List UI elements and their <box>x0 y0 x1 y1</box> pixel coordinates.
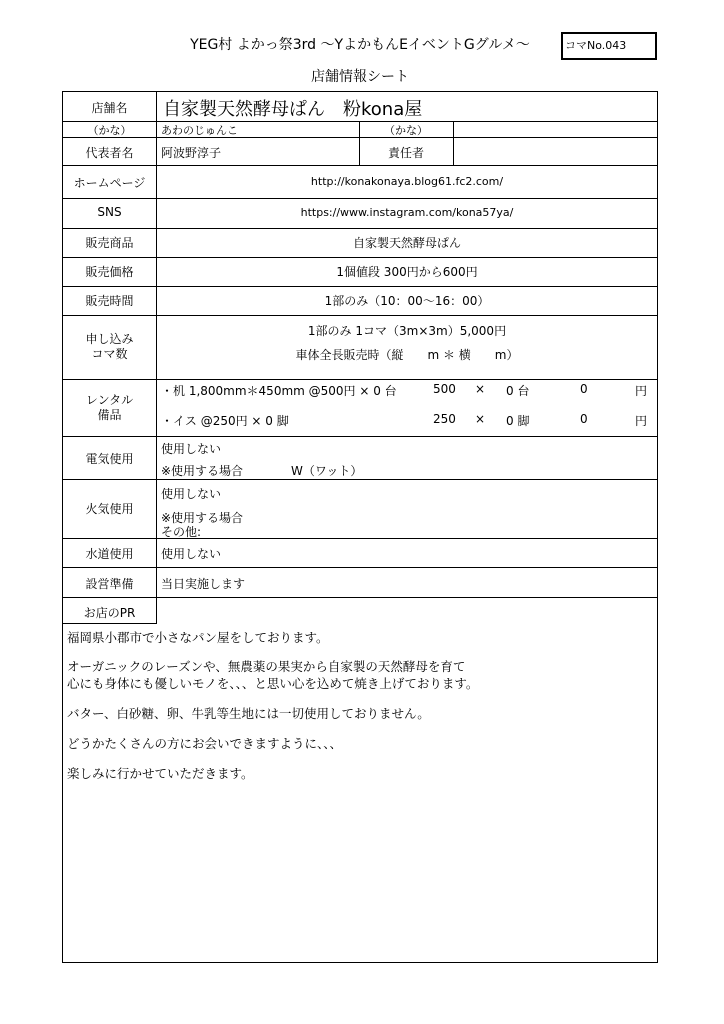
water-label: 水道使用 <box>85 547 134 561</box>
homepage-label: ホームページ <box>73 176 146 190</box>
shop-info-table <box>62 91 658 963</box>
rental-desk-qty: 0 台 <box>506 384 530 398</box>
rental-chair-desc: ・イス @250円 × 0 脚 <box>161 414 289 428</box>
setup-label: 設営準備 <box>85 577 134 591</box>
price-label: 販売価格 <box>85 265 134 279</box>
sns-label: SNS <box>97 205 122 219</box>
rental-desk-times: × <box>475 382 486 396</box>
application-label-2: コマ数 <box>91 347 128 361</box>
responsible-label: 責任者 <box>387 146 424 160</box>
price-value: 1個値段 300円から600円 <box>336 265 478 279</box>
electricity-line-1: 使用しない <box>161 442 222 456</box>
sheet-title: YEG村 よかっ祭3rd ～YよかもんEイベントGグルメ～ <box>190 37 530 53</box>
application-line-2: 車体全長販売時（縦 m ＊ 横 m） <box>295 348 519 362</box>
pr-line-5: どうかたくさんの方にお会いできますように、、、 <box>67 736 343 751</box>
pr-line-1: 福岡県小郡市で小さなパン屋をしております。 <box>67 630 329 645</box>
pr-label: お店のPR <box>83 606 136 620</box>
rental-desk-total: 0 <box>580 382 588 396</box>
fire-line-1: 使用しない <box>161 487 222 501</box>
electricity-label: 電気使用 <box>85 452 134 466</box>
rental-chair-unit-price: 250 <box>433 412 456 426</box>
pr-line-3: 心にも身体にも優しいモノを、、、と思い心を込めて焼き上げております。 <box>67 676 479 691</box>
shop-name-value: 自家製天然酵母ぱん 粉kona屋 <box>163 99 423 120</box>
representative-label: 代表者名 <box>85 146 134 160</box>
sheet-subtitle: 店舗情報シート <box>311 69 409 85</box>
sns-url: https://www.instagram.com/kona57ya/ <box>300 206 514 219</box>
kana-value: あわのじゅんこ <box>161 124 238 137</box>
application-line-1: 1部のみ 1コマ（3m×3m）5,000円 <box>307 324 507 338</box>
shop-name-label: 店舗名 <box>91 101 128 115</box>
water-value: 使用しない <box>161 547 222 561</box>
sales-time-label: 販売時間 <box>85 294 134 308</box>
rental-chair-total: 0 <box>580 412 588 426</box>
rental-desk-unit-price: 500 <box>433 382 456 396</box>
kana-label-2: （かな） <box>384 124 428 137</box>
rental-label-1: レンタル <box>85 393 134 407</box>
product-label: 販売商品 <box>85 236 134 250</box>
representative-value: 阿波野淳子 <box>161 146 222 160</box>
fire-line-2: ※使用する場合 <box>161 511 244 525</box>
fire-label: 火気使用 <box>85 502 134 516</box>
rental-chair-yen: 円 <box>635 414 648 428</box>
setup-value: 当日実施します <box>161 577 246 591</box>
homepage-url: http://konakonaya.blog61.fc2.com/ <box>310 175 504 188</box>
pr-line-4: バター、白砂糖、卵、牛乳等生地には一切使用しておりません。 <box>67 706 430 721</box>
koma-number-box: コマNo.043 <box>561 32 657 60</box>
fire-line-3: その他: <box>161 525 202 539</box>
product-value: 自家製天然酵母ぱん <box>352 236 461 250</box>
sales-time-value: 1部のみ（10：00～16：00） <box>324 294 490 308</box>
rental-chair-qty: 0 脚 <box>506 414 530 428</box>
rental-desk-desc: ・机 1,800mm＊450mm @500円 × 0 台 <box>161 384 397 398</box>
rental-chair-times: × <box>475 412 486 426</box>
electricity-line-2: ※使用する場合 W（ワット） <box>161 464 363 478</box>
rental-label-2: 備品 <box>97 408 122 422</box>
pr-line-2: オーガニックのレーズンや、無農薬の果実から自家製の天然酵母を育て <box>67 659 466 674</box>
kana-label: （かな） <box>87 124 132 137</box>
application-label-1: 申し込み <box>85 332 134 346</box>
rental-desk-yen: 円 <box>635 384 648 398</box>
pr-line-6: 楽しみに行かせていただきます。 <box>67 766 254 781</box>
